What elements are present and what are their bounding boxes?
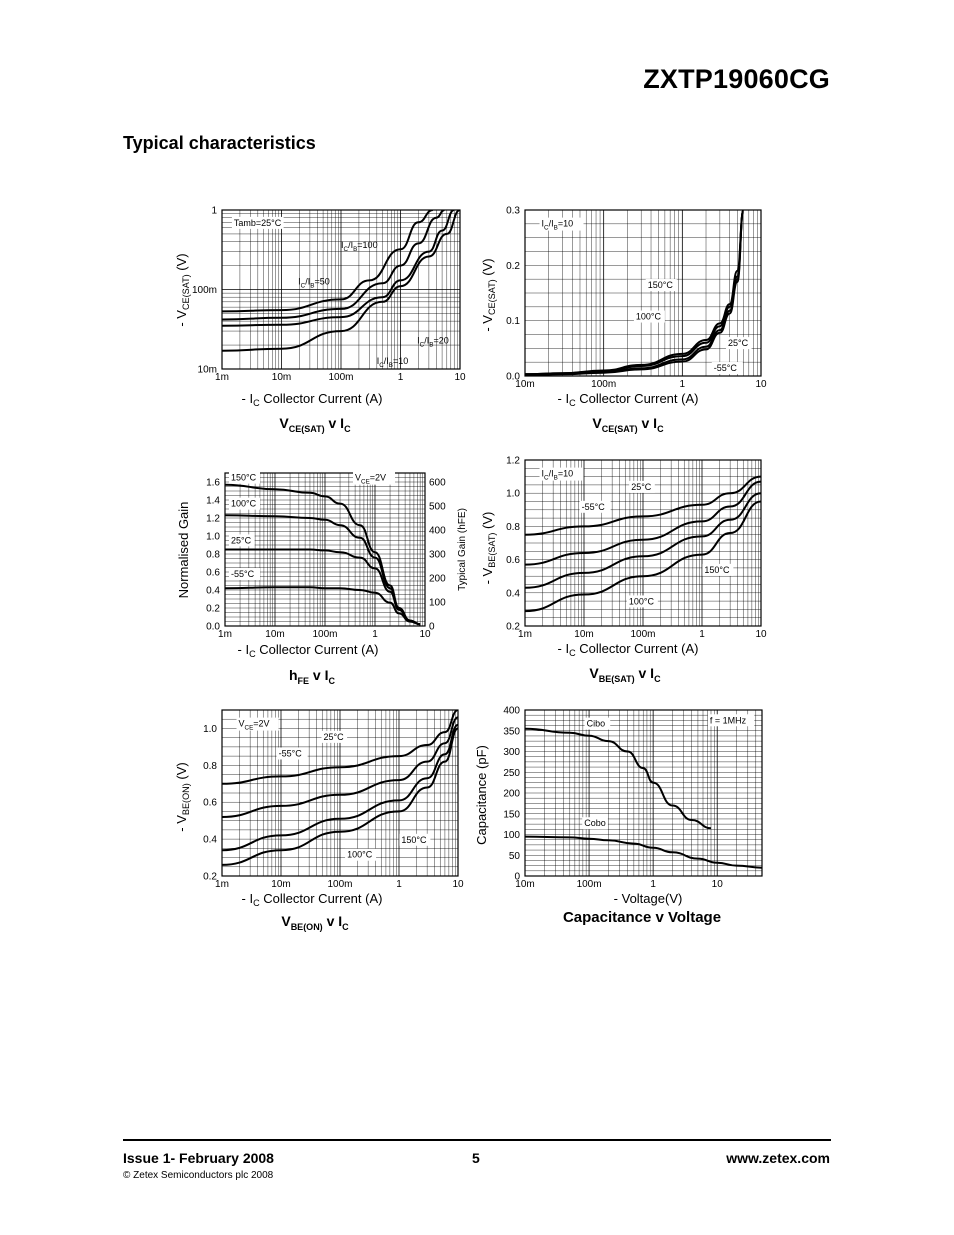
y-tick-label: 0.2 <box>206 603 220 615</box>
y-axis-label: - $V_{CE(SAT)}$ (V) <box>174 253 191 327</box>
y-tick-label: 0.8 <box>206 549 220 561</box>
series-label: $I_C/I_B=50$ <box>298 276 330 290</box>
page-number: 5 <box>472 1150 480 1166</box>
y-tick-label: 400 <box>503 705 520 717</box>
x-tick-label: 10m <box>574 629 594 640</box>
x-tick-label: 1m <box>215 372 229 383</box>
chart-vcesat-vs-ic-ratios <box>160 200 480 440</box>
y-tick-label: 0.4 <box>203 834 217 846</box>
x-tick-label: 1 <box>650 879 656 890</box>
y-tick-label: 0.2 <box>506 621 520 633</box>
y-axis-label: - $V_{BE(ON)}$ (V) <box>174 762 191 832</box>
series-label: $I_C/I_B=100$ <box>341 240 378 254</box>
series-label: 25°C <box>231 535 252 546</box>
chart-annotation: $V_{CE}=2V$ <box>238 718 270 732</box>
website: www.zetex.com <box>726 1150 830 1166</box>
y-tick-label: 50 <box>508 850 520 862</box>
x-tick-label: 1 <box>396 879 402 890</box>
y-tick-label: 0.6 <box>506 555 520 567</box>
y-tick-label: 0.8 <box>506 521 520 533</box>
y-axis-label: Normalised Gain <box>176 501 191 599</box>
footer-rule <box>123 1139 831 1141</box>
y-tick-label: 0.4 <box>206 585 220 597</box>
chart-hfe-vs-ic <box>160 455 480 695</box>
series-label: -55°C <box>581 501 605 512</box>
x-tick-label: 1 <box>679 379 686 390</box>
series-line-150-c <box>525 210 744 374</box>
y-axis-label: - $V_{CE(SAT)}$ (V) <box>480 258 497 332</box>
y-tick-label: 100 <box>503 830 520 841</box>
y-tick-label: 0.6 <box>203 797 217 809</box>
chart-capacitance-vs-voltage <box>470 700 790 940</box>
series-label: 100°C <box>635 311 662 322</box>
x-axis-label: - $I_C$ Collector Current (A) <box>557 641 699 658</box>
y-tick-label: 0.0 <box>206 621 220 633</box>
chart-title: Capacitance v Voltage <box>562 909 722 926</box>
y-tick-label: 0.2 <box>203 871 217 883</box>
series-label: 100°C <box>347 849 373 860</box>
y-tick-label: 0 <box>514 871 520 883</box>
x-tick-label: 100m <box>630 629 656 640</box>
series-label: 150°C <box>704 564 730 575</box>
y-tick-label: 250 <box>503 767 520 779</box>
x-axis-label: - $I_C$ Collector Current (A) <box>237 642 379 659</box>
chart-annotation: f = 1MHz <box>709 715 747 726</box>
chart-annotation: Tamb=25°C <box>233 217 282 228</box>
x-axis-label: - $I_C$ Collector Current (A) <box>241 391 383 408</box>
series-line--55-c <box>525 210 744 375</box>
chart-vbeon-vs-ic <box>160 700 480 940</box>
series-label: 150°C <box>647 280 673 291</box>
x-tick-label: 100m <box>591 379 617 390</box>
y-tick-label: 300 <box>503 747 520 758</box>
y-tick-label: 1.4 <box>206 495 220 507</box>
x-axis-label: - $I_C$ Collector Current (A) <box>241 891 383 908</box>
series-label: 100°C <box>628 596 654 607</box>
copyright: © Zetex Semiconductors plc 2008 <box>123 1170 274 1181</box>
series-label: 25°C <box>323 731 344 742</box>
x-tick-label: 100m <box>576 879 602 890</box>
chart-annotation: $I_C/I_B=10$ <box>541 468 574 482</box>
x-tick-label: 100m <box>312 629 338 640</box>
y-tick-label: 350 <box>503 726 520 738</box>
y2-tick-label: 400 <box>429 525 446 537</box>
y2-tick-label: 100 <box>429 597 446 609</box>
series-label: -55°C <box>713 363 737 374</box>
series-label: 150°C <box>231 472 257 483</box>
y-tick-label: 1.0 <box>203 723 217 735</box>
part-number: ZXTP19060CG <box>643 64 830 94</box>
x-tick-label: 10m <box>271 879 291 890</box>
y2-tick-label: 200 <box>429 573 446 585</box>
chart-title: $V_{CE(SAT)}$ v $I_C$ <box>279 415 351 434</box>
y-tick-label: 200 <box>503 788 520 800</box>
chart-annotation: $V_{CE}=2V$ <box>355 472 387 486</box>
x-tick-label: 10 <box>419 629 431 640</box>
y-tick-label: 0.3 <box>506 205 520 217</box>
y2-tick-label: 0 <box>429 621 435 633</box>
series-label: 150°C <box>401 834 427 845</box>
x-tick-label: 10m <box>271 372 292 383</box>
series-label: 100°C <box>231 498 257 509</box>
series-label: 25°C <box>727 338 749 349</box>
y-tick-label: 100m <box>191 285 217 296</box>
x-tick-label: 1 <box>699 629 705 640</box>
y-axis-label: Capacitance (pF) <box>474 745 489 845</box>
y-axis-label: - $V_{BE(SAT)}$ (V) <box>480 511 497 585</box>
y-tick-label: 1.2 <box>506 455 520 467</box>
y-tick-label: 10m <box>197 364 217 376</box>
chart-title: $V_{CE(SAT)}$ v $I_C$ <box>592 415 664 434</box>
x-tick-label: 10 <box>711 879 723 890</box>
series-label: $I_C/I_B=20$ <box>417 335 449 349</box>
x-tick-label: 1m <box>218 629 232 640</box>
x-tick-label: 1m <box>518 629 532 640</box>
y-tick-label: 150 <box>503 809 520 821</box>
x-tick-label: 10 <box>452 879 464 890</box>
y-tick-label: 0.2 <box>506 260 520 272</box>
x-tick-label: 1m <box>215 879 229 890</box>
y-tick-label: 1 <box>211 205 217 217</box>
series-line-cibo <box>525 729 711 829</box>
x-tick-label: 1 <box>372 629 378 640</box>
series-label: -55°C <box>231 569 255 580</box>
chart-annotation: $I_C/I_B=10$ <box>541 218 574 232</box>
chart-vcesat-vs-ic-temperature <box>470 200 790 440</box>
series-label: 25°C <box>631 481 652 492</box>
chart-title: $h_{FE}$ v $I_C$ <box>288 667 336 686</box>
y-tick-label: 0.0 <box>506 371 520 383</box>
series-line-cobo <box>525 837 762 868</box>
chart-title: $V_{BE(ON)}$ v $I_C$ <box>281 913 349 932</box>
y2-tick-label: 500 <box>429 501 446 513</box>
x-tick-label: 100m <box>327 879 353 890</box>
x-tick-label: 1 <box>397 372 404 383</box>
y2-axis-label: Typical Gain (hFE) <box>457 508 468 591</box>
x-tick-label: 10m <box>265 629 285 640</box>
x-tick-label: 10m <box>515 379 535 390</box>
x-axis-label: - Voltage(V) <box>613 891 683 906</box>
x-tick-label: 100m <box>328 372 354 383</box>
series-label: Cibo <box>586 718 606 729</box>
series-label: $I_C/I_B=10$ <box>376 356 409 370</box>
y-tick-label: 0.1 <box>506 316 520 328</box>
chart-vbesat-vs-ic <box>470 450 790 690</box>
y-tick-label: 0.8 <box>203 760 217 772</box>
y-tick-label: 1.6 <box>206 477 220 489</box>
y-tick-label: 1.0 <box>506 488 520 500</box>
y2-tick-label: 600 <box>429 477 446 489</box>
section-title: Typical characteristics <box>123 133 316 153</box>
x-tick-label: 10 <box>755 629 767 640</box>
chart-title: $V_{BE(SAT)}$ v $I_C$ <box>589 665 661 684</box>
x-tick-label: 10 <box>454 372 466 383</box>
series-line-100-c <box>525 210 744 374</box>
y-tick-label: 1.2 <box>206 513 220 525</box>
y2-tick-label: 300 <box>429 549 446 561</box>
x-axis-label: - $I_C$ Collector Current (A) <box>557 391 699 408</box>
y-tick-label: 0.4 <box>506 588 520 600</box>
x-tick-label: 10m <box>515 879 535 890</box>
series-label: -55°C <box>278 748 302 759</box>
y-tick-label: 0.6 <box>206 567 220 579</box>
x-tick-label: 10 <box>755 379 767 390</box>
issue-date: Issue 1- February 2008 <box>123 1150 274 1166</box>
y-tick-label: 1.0 <box>206 531 220 543</box>
series-line-25-c <box>525 210 744 374</box>
series-label: Cobo <box>584 818 606 829</box>
